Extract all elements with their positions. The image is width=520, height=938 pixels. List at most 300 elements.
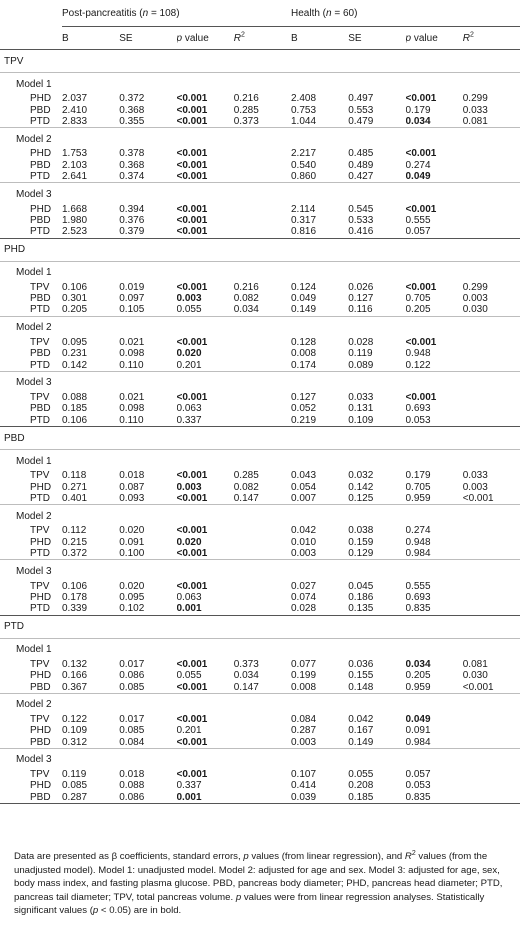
- cell-r2-health: <0.001: [462, 493, 494, 504]
- cell-b-health: 0.414: [291, 780, 317, 792]
- cell-se-post: 0.102: [119, 603, 145, 615]
- cell-b-post: 0.112: [62, 525, 87, 537]
- cell-b-health: 0.317: [291, 214, 317, 226]
- cell-r2-health: 0.003: [462, 293, 488, 305]
- cell-se-post: 0.355: [119, 115, 145, 127]
- col-header-b: B: [291, 27, 348, 50]
- cell-se-health: 0.119: [348, 348, 373, 360]
- cell-p-health: 0.034: [405, 658, 431, 670]
- cell-r2-post: [234, 592, 291, 603]
- cell-b-health: 1.044: [291, 115, 317, 127]
- section-header-pbd: [0, 427, 520, 450]
- cell-b-post: 2.103: [62, 159, 88, 171]
- cell-p-post: 0.003: [176, 481, 202, 493]
- table-row: [0, 681, 520, 693]
- cell-r2-post: 0.034: [233, 304, 259, 316]
- cell-se-health: 0.149: [348, 736, 374, 748]
- model-header-row: [0, 128, 520, 149]
- row-variable: PBD: [30, 214, 51, 226]
- cell-se-health: 0.148: [348, 681, 374, 693]
- cell-b-health: 0.074: [291, 591, 317, 603]
- cell-se-health: 0.427: [348, 171, 374, 183]
- cell-r2-post: [234, 160, 291, 171]
- col-header-r2: $R^2$: [234, 27, 291, 50]
- cell-r2-post: [234, 725, 291, 736]
- cell-r2-health: 0.081: [462, 658, 488, 670]
- cell-se-post: 0.110: [119, 414, 144, 426]
- row-variable: PTD: [30, 171, 50, 183]
- cell-p-health: 0.959: [405, 493, 431, 504]
- cell-se-health: 0.553: [348, 104, 374, 116]
- cell-r2-health: [463, 359, 520, 371]
- row-variable: TPV: [30, 713, 50, 725]
- cell-b-health: 0.077: [291, 658, 317, 670]
- cell-r2-health: [463, 392, 520, 403]
- table-row: [0, 337, 520, 348]
- cell-p-post: 0.063: [176, 591, 202, 603]
- cell-p-post: <0.001: [176, 658, 208, 670]
- cell-b-health: 0.199: [291, 670, 317, 682]
- group-header-post-pancreatitis: Post-pancreatitis (n = 108): [62, 0, 291, 27]
- cell-b-health: 0.042: [291, 525, 317, 537]
- cell-p-health: 0.984: [405, 548, 431, 560]
- cell-p-post: 0.055: [176, 670, 202, 682]
- cell-p-post: <0.001: [176, 470, 208, 482]
- cell-b-health: 0.816: [291, 226, 317, 238]
- cell-se-post: 0.018: [119, 470, 145, 482]
- cell-se-health: 0.026: [348, 281, 374, 293]
- cell-se-post: 0.394: [119, 203, 145, 215]
- cell-b-health: 0.010: [291, 536, 317, 548]
- cell-r2-post: 0.082: [233, 293, 259, 305]
- row-variable: PTD: [30, 548, 50, 560]
- row-variable: TPV: [30, 769, 50, 781]
- model-label: Model 1: [0, 261, 520, 282]
- section-header-ptd: [0, 615, 520, 638]
- cell-b-health: 0.054: [291, 481, 317, 493]
- cell-r2-health: 0.081: [462, 115, 488, 127]
- cell-p-health: 0.555: [405, 580, 431, 592]
- cell-p-post: <0.001: [176, 148, 208, 160]
- cell-r2-health: [463, 415, 520, 427]
- col-header-se: SE: [348, 27, 405, 50]
- row-variable: TPV: [30, 336, 50, 348]
- cell-r2-post: [234, 737, 291, 749]
- cell-se-health: 0.045: [348, 580, 374, 592]
- cell-b-post: 2.523: [62, 226, 88, 238]
- cell-p-post: <0.001: [176, 203, 208, 215]
- cell-b-post: 0.231: [62, 348, 88, 360]
- model-header-row: [0, 560, 520, 581]
- cell-p-health: <0.001: [405, 148, 437, 160]
- table-row: [0, 603, 520, 615]
- cell-p-health: <0.001: [405, 392, 437, 404]
- cell-r2-health: [463, 537, 520, 548]
- cell-b-health: 0.027: [291, 580, 317, 592]
- cell-b-post: 0.178: [62, 591, 88, 603]
- cell-se-post: 0.378: [119, 148, 145, 160]
- cell-se-health: 0.545: [348, 203, 374, 215]
- cell-se-health: 0.159: [348, 536, 374, 548]
- cell-b-post: 0.132: [62, 658, 88, 670]
- col-header-p-value: p value: [406, 27, 463, 50]
- cell-se-post: 0.017: [119, 658, 145, 670]
- section-header-tpv: [0, 50, 520, 73]
- cell-se-health: 0.142: [348, 481, 374, 493]
- cell-se-post: 0.091: [119, 536, 145, 548]
- cell-r2-post: [234, 792, 291, 804]
- table-row: [0, 215, 520, 226]
- row-variable: PTD: [30, 414, 50, 426]
- row-variable: PHD: [30, 670, 52, 682]
- section-label: PTD: [0, 615, 520, 638]
- cell-se-health: 0.127: [348, 293, 374, 305]
- cell-p-post: <0.001: [176, 493, 208, 504]
- cell-p-post: 0.063: [176, 403, 202, 415]
- row-variable: PTD: [30, 115, 50, 127]
- col-header-r2: $R^2$: [463, 27, 520, 50]
- section-label: TPV: [0, 50, 520, 73]
- cell-r2-post: [234, 359, 291, 371]
- row-variable: PTD: [30, 304, 50, 316]
- row-variable: TPV: [30, 392, 50, 404]
- col-header-p-value: p value: [177, 27, 234, 50]
- cell-b-post: 0.372: [62, 548, 88, 560]
- table-row: [0, 415, 520, 427]
- cell-se-health: 0.055: [348, 769, 374, 781]
- model-header-row: [0, 316, 520, 337]
- cell-r2-health: [463, 780, 520, 791]
- cell-p-post: <0.001: [176, 226, 208, 238]
- cell-b-post: 0.401: [62, 493, 88, 504]
- row-variable: PHD: [30, 725, 52, 737]
- table-row: [0, 403, 520, 414]
- table-row: [0, 470, 520, 481]
- table-row: [0, 282, 520, 293]
- cell-se-post: 0.088: [119, 780, 145, 792]
- cell-p-health: 0.274: [405, 525, 431, 537]
- row-variable: PBD: [30, 293, 51, 305]
- cell-r2-health: [463, 737, 520, 749]
- row-variable: TPV: [30, 580, 50, 592]
- cell-r2-post: 0.034: [233, 670, 259, 682]
- cell-se-post: 0.372: [119, 93, 145, 105]
- column-header-row: [0, 27, 520, 50]
- cell-se-post: 0.379: [119, 226, 145, 238]
- cell-p-health: 0.835: [405, 791, 431, 803]
- cell-r2-health: 0.030: [462, 304, 488, 316]
- cell-se-post: 0.020: [119, 525, 145, 537]
- cell-r2-post: 0.216: [233, 281, 259, 293]
- row-variable: PBD: [30, 403, 51, 415]
- section-label: PHD: [0, 238, 520, 261]
- col-header-se: SE: [119, 27, 176, 50]
- cell-b-health: 0.003: [291, 548, 317, 560]
- cell-r2-post: [234, 580, 291, 591]
- section-label: PBD: [0, 427, 520, 450]
- cell-p-health: 0.057: [405, 769, 431, 781]
- cell-b-post: 1.668: [62, 203, 88, 215]
- table-row: [0, 348, 520, 359]
- cell-r2-post: [234, 603, 291, 615]
- cell-p-health: 0.122: [405, 359, 431, 371]
- model-label: Model 2: [0, 316, 520, 337]
- col-header-b: B: [62, 27, 119, 50]
- cell-b-post: 0.215: [62, 536, 88, 548]
- cell-se-health: 0.042: [348, 713, 374, 725]
- table-row: [0, 737, 520, 749]
- cell-p-post: <0.001: [176, 548, 208, 560]
- cell-p-health: 0.091: [405, 725, 431, 737]
- cell-p-post: 0.055: [176, 304, 202, 316]
- cell-p-post: 0.337: [176, 780, 202, 792]
- cell-r2-health: 0.299: [462, 281, 488, 293]
- table-row: [0, 714, 520, 725]
- table-row: [0, 116, 520, 128]
- cell-r2-post: [234, 215, 291, 226]
- cell-r2-health: [463, 226, 520, 238]
- row-variable: PTD: [30, 603, 50, 615]
- model-label: Model 2: [0, 128, 520, 149]
- cell-se-post: 0.368: [119, 159, 145, 171]
- cell-p-health: 0.179: [405, 470, 431, 482]
- table-row: [0, 104, 520, 115]
- table-row: [0, 525, 520, 536]
- cell-r2-health: [463, 580, 520, 591]
- cell-se-health: 0.109: [348, 414, 374, 426]
- cell-p-post: 0.201: [176, 725, 202, 737]
- cell-p-post: <0.001: [176, 713, 208, 725]
- cell-r2-health: [463, 215, 520, 226]
- model-header-row: [0, 693, 520, 714]
- cell-se-post: 0.086: [119, 670, 145, 682]
- cell-p-health: 0.034: [405, 115, 431, 127]
- table-row: [0, 93, 520, 104]
- model-header-row: [0, 638, 520, 659]
- cell-b-post: 0.185: [62, 403, 88, 415]
- cell-p-health: 0.705: [405, 293, 431, 305]
- cell-b-post: 0.119: [62, 769, 87, 781]
- cell-b-health: 0.052: [291, 403, 317, 415]
- cell-p-health: <0.001: [405, 281, 437, 293]
- table-row: [0, 293, 520, 304]
- cell-b-post: 0.106: [62, 281, 88, 293]
- cell-p-post: 0.001: [176, 603, 202, 615]
- cell-p-health: 0.179: [405, 104, 431, 116]
- cell-se-post: 0.086: [119, 791, 145, 803]
- table-row: [0, 769, 520, 780]
- row-variable: PBD: [30, 791, 51, 803]
- table-row: [0, 392, 520, 403]
- cell-r2-post: 0.216: [233, 93, 259, 105]
- cell-b-health: 0.128: [291, 336, 317, 348]
- cell-p-post: 0.001: [176, 791, 202, 803]
- cell-p-health: 0.057: [405, 226, 431, 238]
- cell-r2-health: [463, 592, 520, 603]
- cell-se-health: 0.186: [348, 591, 374, 603]
- cell-p-health: 0.205: [405, 304, 431, 316]
- cell-r2-health: [463, 148, 520, 159]
- cell-p-health: 0.948: [405, 348, 431, 360]
- cell-r2-health: 0.033: [462, 470, 488, 482]
- group-header-health: Health (n = 60): [291, 0, 520, 27]
- cell-b-post: 0.142: [62, 359, 88, 371]
- table-row: [0, 359, 520, 371]
- cell-b-post: 2.833: [62, 115, 88, 127]
- cell-b-health: 2.217: [291, 148, 317, 160]
- cell-se-health: 0.089: [348, 359, 374, 371]
- section-header-phd: [0, 238, 520, 261]
- cell-p-health: <0.001: [405, 203, 437, 215]
- cell-b-post: 0.339: [62, 603, 88, 615]
- model-header-row: [0, 450, 520, 471]
- cell-b-post: 0.367: [62, 681, 88, 693]
- model-header-row: [0, 371, 520, 392]
- cell-se-health: 0.416: [348, 226, 374, 238]
- row-variable: TPV: [30, 658, 50, 670]
- cell-r2-post: [234, 537, 291, 548]
- table-row: [0, 171, 520, 183]
- cell-r2-post: 0.147: [233, 681, 259, 693]
- cell-se-health: 0.032: [348, 470, 374, 482]
- cell-r2-health: [463, 171, 520, 183]
- cell-se-health: 0.131: [348, 403, 374, 415]
- cell-b-post: 0.312: [62, 736, 88, 748]
- cell-r2-post: [234, 769, 291, 780]
- table-row: [0, 780, 520, 791]
- cell-se-post: 0.098: [119, 348, 145, 360]
- cell-b-health: 0.149: [291, 304, 317, 316]
- cell-se-post: 0.110: [119, 359, 144, 371]
- table-body: [0, 50, 520, 806]
- cell-r2-health: 0.003: [462, 481, 488, 493]
- row-variable: PTD: [30, 226, 50, 238]
- model-header-row: [0, 748, 520, 769]
- model-header-row: [0, 505, 520, 526]
- cell-r2-health: 0.033: [462, 104, 488, 116]
- cell-r2-health: <0.001: [462, 681, 494, 693]
- cell-b-post: 1.753: [62, 148, 88, 160]
- cell-r2-post: [234, 714, 291, 725]
- cell-r2-post: [234, 548, 291, 560]
- table-row: [0, 670, 520, 681]
- table-row: [0, 580, 520, 591]
- cell-b-health: 0.039: [291, 791, 317, 803]
- cell-b-post: 0.122: [62, 713, 88, 725]
- cell-r2-post: [234, 415, 291, 427]
- row-variable: PHD: [30, 591, 52, 603]
- cell-b-health: 0.008: [291, 681, 317, 693]
- cell-b-post: 1.980: [62, 214, 88, 226]
- cell-p-post: <0.001: [176, 580, 208, 592]
- table-row: [0, 792, 520, 804]
- cell-b-post: 2.410: [62, 104, 88, 116]
- cell-se-post: 0.095: [119, 591, 145, 603]
- model-header-row: [0, 73, 520, 94]
- cell-p-post: <0.001: [176, 392, 208, 404]
- cell-r2-health: [463, 714, 520, 725]
- row-variable: PTD: [30, 359, 50, 371]
- cell-b-health: 0.008: [291, 348, 317, 360]
- row-variable: PBD: [30, 104, 51, 116]
- cell-b-health: 0.860: [291, 171, 317, 183]
- model-label: Model 3: [0, 371, 520, 392]
- cell-b-health: 0.124: [291, 281, 317, 293]
- cell-se-post: 0.368: [119, 104, 145, 116]
- model-header-row: [0, 261, 520, 282]
- cell-se-post: 0.087: [119, 481, 145, 493]
- cell-p-health: <0.001: [405, 93, 437, 105]
- table-bottom-rule: [0, 804, 520, 806]
- cell-p-post: <0.001: [176, 104, 208, 116]
- cell-r2-post: [234, 226, 291, 238]
- model-header-row: [0, 183, 520, 204]
- cell-p-post: <0.001: [176, 115, 208, 127]
- cell-se-health: 0.135: [348, 603, 374, 615]
- cell-r2-post: [234, 203, 291, 214]
- cell-r2-post: 0.285: [233, 104, 259, 116]
- cell-b-post: 0.118: [62, 470, 87, 482]
- cell-se-health: 0.125: [348, 493, 374, 504]
- cell-p-health: 0.053: [405, 414, 431, 426]
- model-label: Model 2: [0, 505, 520, 526]
- cell-b-health: 0.753: [291, 104, 317, 116]
- cell-se-health: 0.533: [348, 214, 374, 226]
- cell-b-health: 2.114: [291, 203, 316, 215]
- cell-r2-health: [463, 337, 520, 348]
- cell-p-post: <0.001: [176, 281, 208, 293]
- cell-se-health: 0.185: [348, 791, 374, 803]
- model-label: Model 1: [0, 638, 520, 659]
- cell-p-post: <0.001: [176, 736, 208, 748]
- cell-p-health: 0.049: [405, 713, 431, 725]
- cell-se-post: 0.085: [119, 681, 145, 693]
- cell-r2-health: [463, 348, 520, 359]
- cell-b-health: 0.084: [291, 713, 317, 725]
- cell-r2-post: [234, 525, 291, 536]
- cell-b-post: 0.106: [62, 414, 88, 426]
- cell-p-health: 0.959: [405, 681, 431, 693]
- cell-r2-post: [234, 337, 291, 348]
- cell-r2-post: 0.373: [233, 115, 259, 127]
- cell-r2-health: [463, 769, 520, 780]
- cell-se-health: 0.033: [348, 392, 374, 404]
- row-variable: PBD: [30, 736, 51, 748]
- cell-p-post: <0.001: [176, 171, 208, 183]
- cell-se-post: 0.018: [119, 769, 145, 781]
- model-label: Model 1: [0, 450, 520, 471]
- row-variable: PHD: [30, 93, 52, 105]
- cell-b-health: 0.219: [291, 414, 317, 426]
- cell-p-post: <0.001: [176, 93, 208, 105]
- cell-se-health: 0.208: [348, 780, 374, 792]
- table-row: [0, 493, 520, 505]
- row-variable: PHD: [30, 148, 52, 160]
- cell-se-health: 0.028: [348, 336, 374, 348]
- cell-p-post: <0.001: [176, 769, 208, 781]
- cell-se-post: 0.098: [119, 403, 145, 415]
- cell-r2-post: [234, 148, 291, 159]
- cell-r2-post: 0.082: [233, 481, 259, 493]
- cell-se-post: 0.021: [119, 392, 145, 404]
- cell-p-health: 0.555: [405, 214, 431, 226]
- row-variable: PBD: [30, 681, 51, 693]
- model-label: Model 2: [0, 693, 520, 714]
- cell-b-health: 0.049: [291, 293, 317, 305]
- cell-p-health: 0.984: [405, 736, 431, 748]
- cell-p-health: 0.705: [405, 481, 431, 493]
- cell-p-post: 0.003: [176, 293, 202, 305]
